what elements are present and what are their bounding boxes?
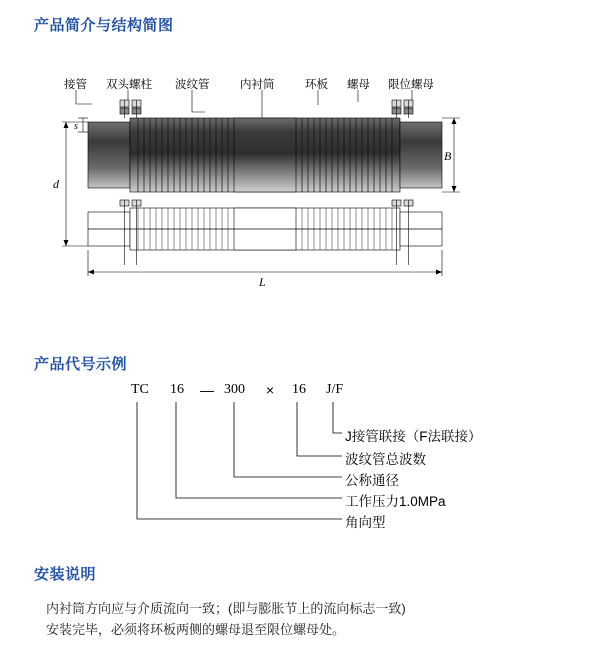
install-note-1: 内衬筒方向应与介质流向一致；(即与膨胀节上的流向标志一致) (46, 601, 406, 616)
install-notes (46, 598, 566, 640)
legend-diameter: 公称通径 (345, 473, 399, 488)
callout-huanban: 环板 (305, 79, 328, 91)
code-token-diameter: 300 (224, 382, 245, 397)
code-token-times: × (266, 382, 275, 398)
section-title-install: 安装说明 (34, 566, 97, 583)
dim-label-B: B (444, 149, 452, 163)
code-token-connection: J/F (326, 382, 344, 397)
callout-shuangtou-luozhu: 双头螺柱 (106, 79, 152, 91)
install-note-2: 安装完毕，必须将环板两侧的螺母退至限位螺母处。 (46, 622, 346, 637)
dim-label-s: s (74, 121, 78, 132)
dim-label-d: d (53, 177, 59, 191)
code-token-dash: — (200, 382, 214, 398)
dim-label-L: L (259, 275, 266, 289)
legend-type: 角向型 (345, 515, 386, 530)
callout-jieguan: 接管 (64, 79, 87, 91)
legend-pressure: 工作压力1.0MPa (345, 494, 446, 509)
diagram-svg (40, 60, 560, 290)
code-token-waves: 16 (292, 382, 306, 397)
section-title-code: 产品代号示例 (34, 356, 128, 373)
legend-connection: J接管联接（F法联接） (345, 429, 482, 444)
product-code-example (40, 378, 560, 538)
section-title-intro: 产品简介与结构简图 (34, 17, 174, 34)
legend-waves: 波纹管总波数 (345, 452, 426, 467)
code-token-series: TC (131, 382, 149, 397)
structure-diagram (40, 60, 560, 290)
code-token-pressure: 16 (170, 382, 184, 397)
callout-bowenguan: 波纹管 (175, 79, 210, 91)
callout-neichentong: 内衬筒 (240, 79, 275, 91)
callout-xianwei-luomu: 限位螺母 (388, 79, 434, 91)
code-leader-lines (40, 378, 560, 538)
callout-luomu: 螺母 (347, 79, 370, 91)
